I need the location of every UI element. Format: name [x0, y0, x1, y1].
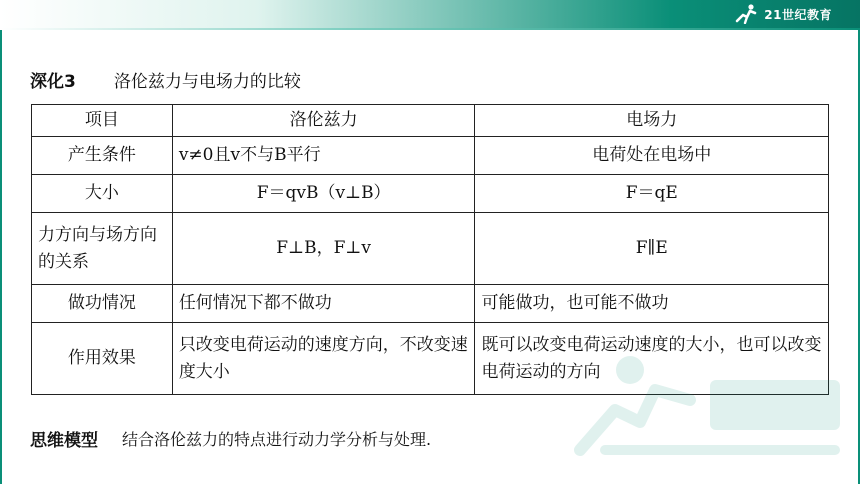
model-tag: 思维模型	[30, 430, 98, 451]
model-text: 结合洛伦兹力的特点进行动力学分析与处理.	[122, 429, 432, 449]
brand-logo	[734, 3, 832, 25]
row-lorentz: 只改变电荷运动的速度方向，不改变速度大小	[172, 323, 475, 395]
table-row	[32, 323, 829, 395]
row-electric: 电荷处在电场中	[475, 137, 829, 175]
row-item: 大小	[32, 175, 173, 213]
table-row	[32, 213, 829, 285]
section-heading	[30, 66, 301, 92]
comparison-table	[31, 104, 829, 395]
row-electric: F＝qE	[475, 175, 829, 213]
header-item: 项目	[32, 105, 173, 137]
header-lorentz: 洛伦兹力	[172, 105, 475, 137]
table-row	[32, 285, 829, 323]
table-row	[32, 137, 829, 175]
section-tag: 深化3	[30, 71, 76, 92]
table-row	[32, 175, 829, 213]
logo-text: 21世纪教育	[764, 7, 832, 22]
row-lorentz: v≠0且v不与B平行	[172, 137, 475, 175]
row-item: 产生条件	[32, 137, 173, 175]
left-border	[0, 30, 2, 484]
runner-logo-icon	[734, 4, 760, 24]
table-header-row	[32, 105, 829, 137]
row-item: 做功情况	[32, 285, 173, 323]
row-lorentz: 任何情况下都不做功	[172, 285, 475, 323]
row-electric: 可能做功，也可能不做功	[475, 285, 829, 323]
row-lorentz: F＝qvB（v⊥B）	[172, 175, 475, 213]
row-lorentz: F⊥B，F⊥v	[172, 213, 475, 285]
header-bar	[0, 0, 860, 28]
row-item: 作用效果	[32, 323, 173, 395]
header-electric: 电场力	[475, 105, 829, 137]
row-electric: 既可以改变电荷运动速度的大小，也可以改变电荷运动的方向	[475, 323, 829, 395]
row-electric: F∥E	[475, 213, 829, 285]
header-divider	[0, 28, 860, 30]
section-title: 洛伦兹力与电场力的比较	[113, 71, 301, 92]
thinking-model	[30, 426, 431, 450]
row-item: 力方向与场方向的关系	[32, 213, 173, 285]
